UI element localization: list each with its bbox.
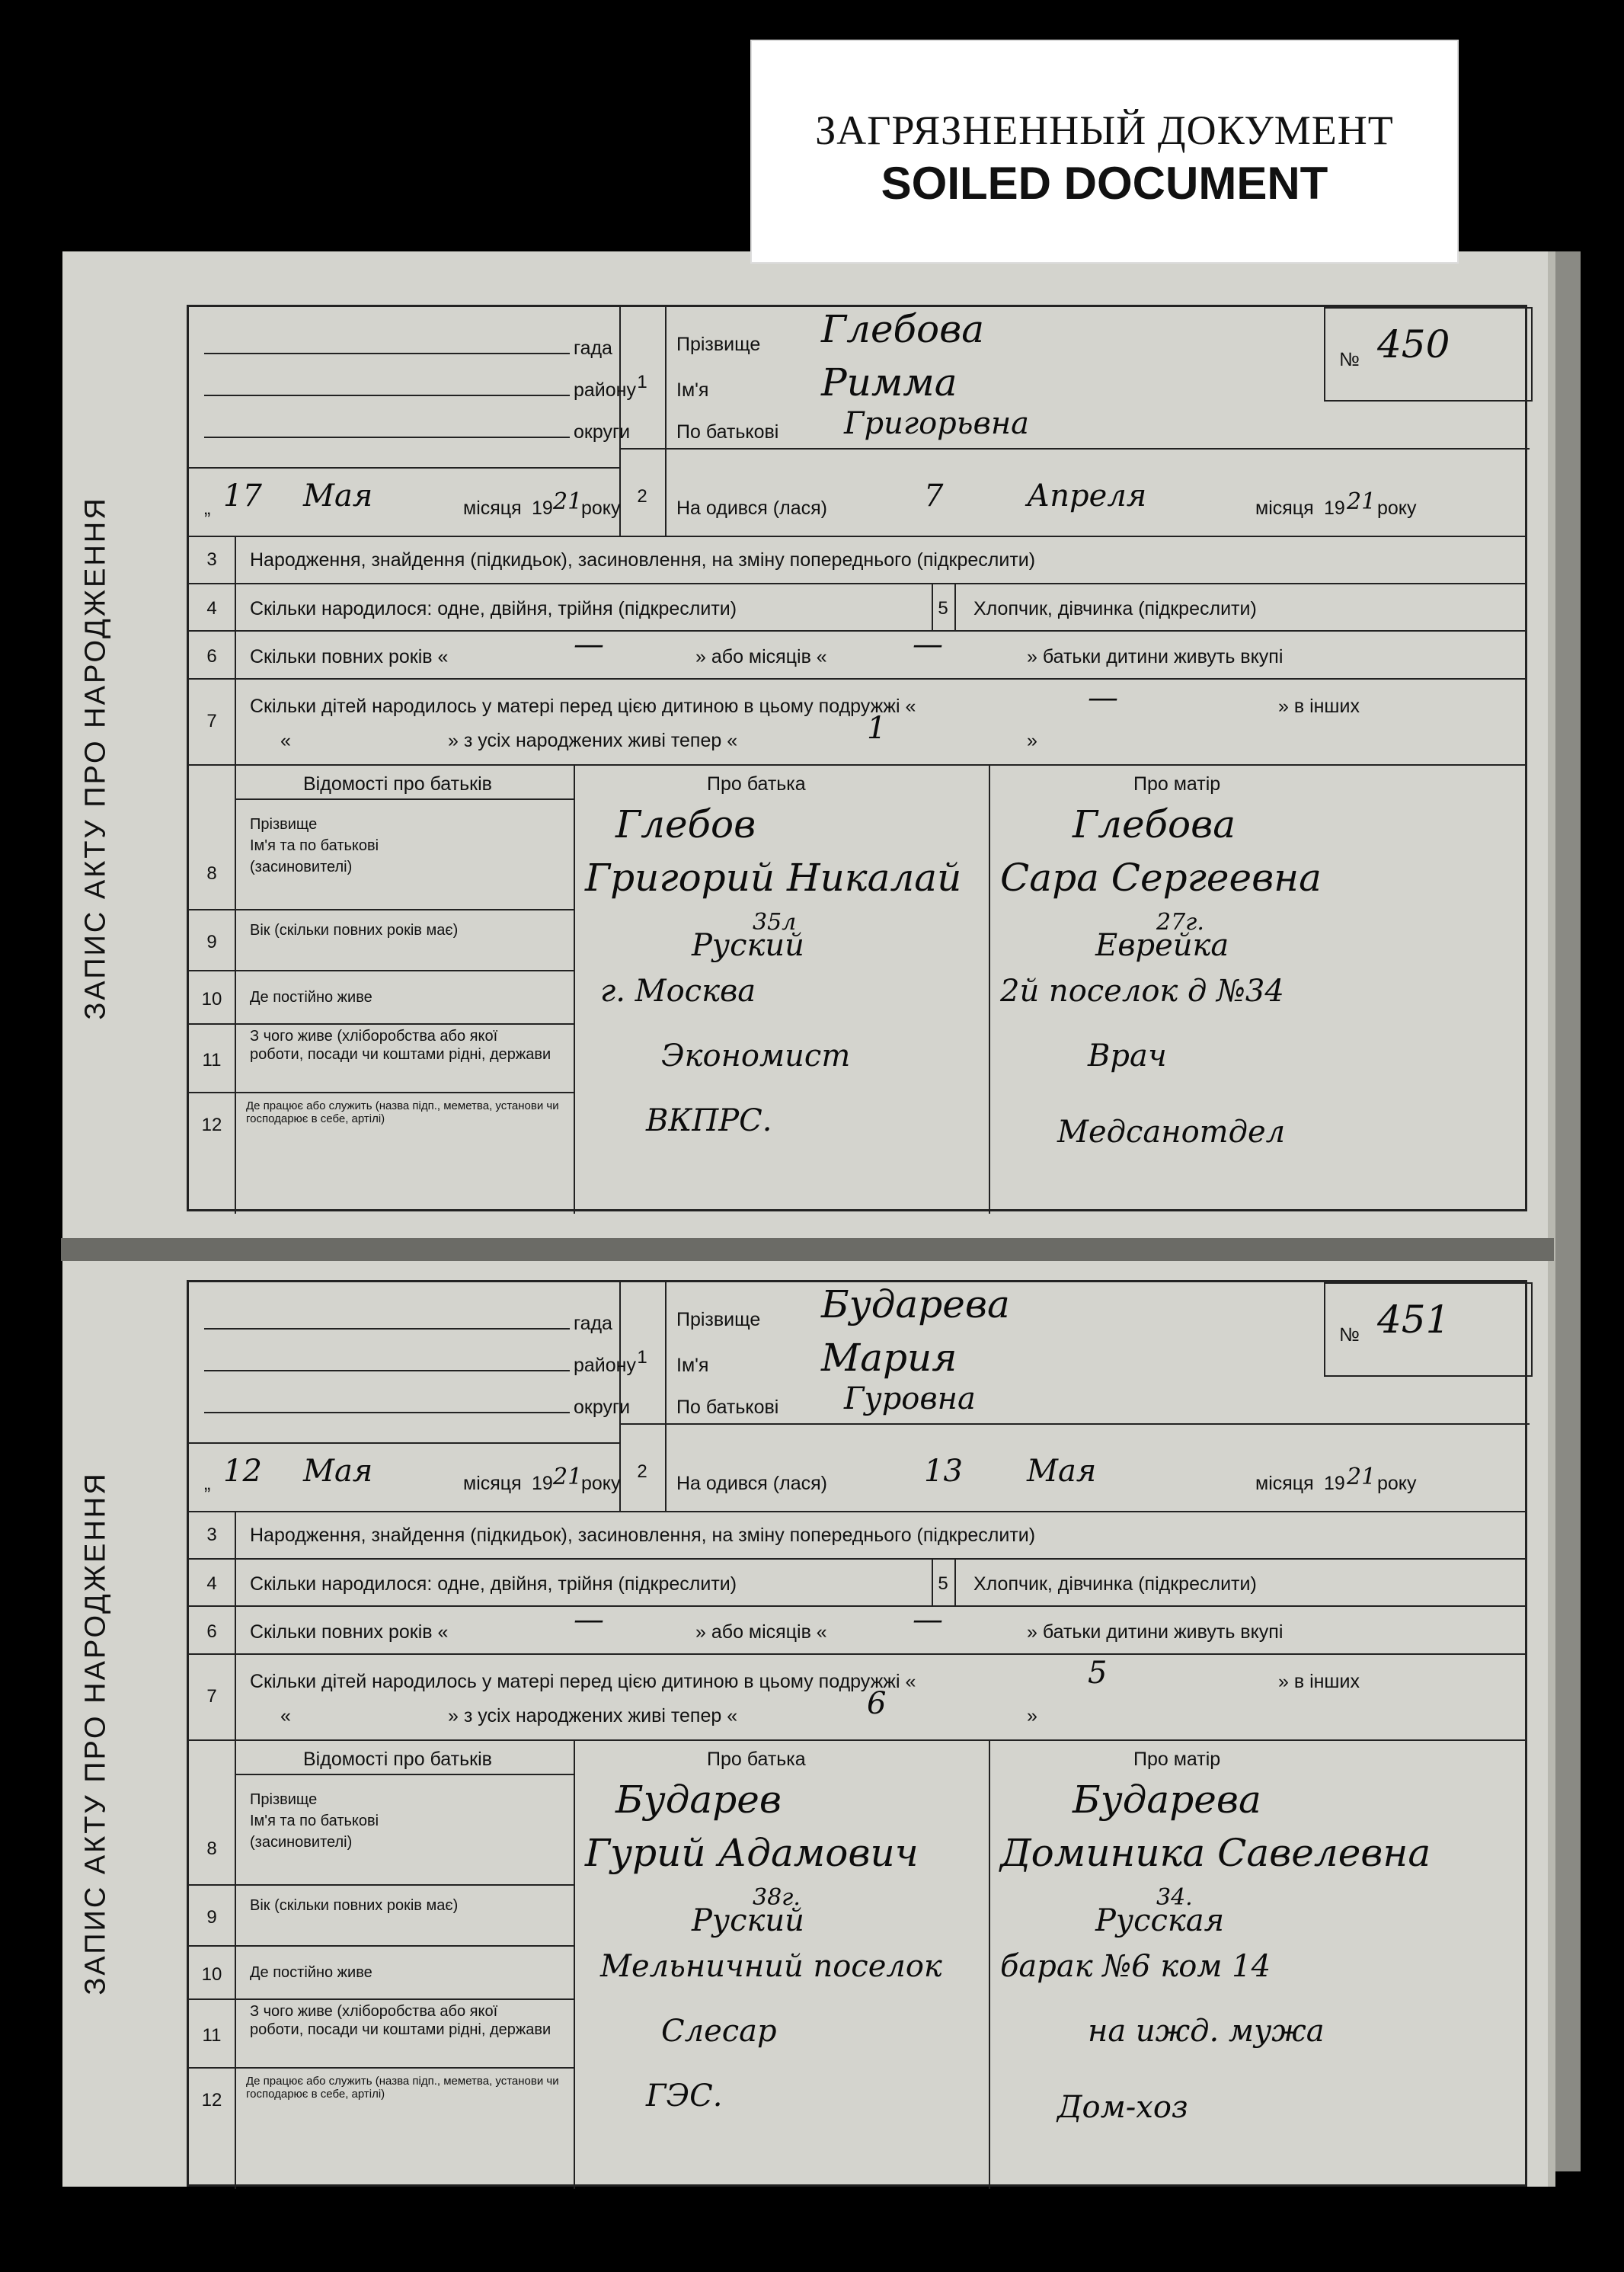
mother-workplace: Медсанотдел	[1057, 1115, 1286, 1150]
reg-month: Мая	[303, 478, 373, 514]
child-name: Мария	[821, 1336, 957, 1380]
row3-text: Народження, знайдення (підкидьок), засиновлення, на зміну попереднього (підкреслити)	[250, 1525, 1036, 1546]
mother-header: Про матір	[1133, 773, 1221, 795]
record-number: 450	[1377, 322, 1450, 366]
father-occupation: Слесар	[661, 2014, 777, 2049]
surname-label: Прізвище	[676, 1309, 761, 1330]
father-workplace: ВКПРС.	[646, 1103, 772, 1138]
gada-label: гада	[574, 1313, 612, 1334]
years-together: —	[574, 1602, 604, 1637]
reg-month-label: місяця	[463, 498, 522, 519]
row5-text: Хлопчик, дівчинка (підкреслити)	[973, 598, 1257, 619]
reg-year-label: року	[581, 498, 621, 519]
gada-label: гада	[574, 338, 612, 359]
mother-nationality: Еврейка	[1095, 928, 1229, 963]
mother-occupation: на ижд. мужа	[1088, 2014, 1325, 2049]
reg-day: 12	[223, 1454, 262, 1489]
label-russian: ЗАГРЯЗНЕННЫЙ ДОКУМЕНТ	[815, 107, 1394, 153]
birth-month: Мая	[1027, 1454, 1097, 1489]
birth-record-450: ЗАПИС АКТУ ПРО НАРОДЖЕННЯ 1 2 гада району округи Прізвище Ім'я По батькові Глебова Римма Григорьвна № 450 „ 17 Мая місяця 19 21 року На одився (лася) 7 Апреля місяця 19 21 року 3 Народження, знайдення (підкидьок), засиновлення, на зміну попереднього (підкреслити) 4 Скільки народилося: одне, двійня, трійня (підкреслити) 5 Хлопчик, дівчинка (підкреслити) 6 Скільки повних років « — » або місяців « — » батьки дитини живуть вкупі 7 Скільки дітей народилось у матері перед цією дитиною в цьому подружжі « — » в інших « » з усіх народжених живі тепер « 1 » Відомості про батьків Про батька Про матір 8 Прізвище Ім'я та по батькові (засиновителі) 9 Вік (скільки повних років має) 10 Де постійно живе 11 З чого живе (хліборобства або якої роботи, посади чи коштами рідні, держави 12 Де працює або служить (назва підп., меметва, установи чи господарює в себе, артілі) Глебов Григорий Никалай 35л Руский г. Москва Экономист ВКПРС. Глебова Сара Сергеевна 27г. Еврейка 2й поселок д №34 Врач Медсанотдел	[187, 305, 1527, 1211]
row-num-1: 1	[637, 1347, 647, 1368]
surname-label: Прізвище	[676, 334, 761, 355]
number-sign: №	[1339, 349, 1360, 370]
reg-year: 21	[553, 488, 583, 515]
row4-text: Скільки народилося: одне, двійня, трійня (підкреслити)	[250, 598, 737, 619]
father-nationality: Руский	[692, 1903, 804, 1938]
reg-day: 17	[223, 478, 262, 514]
birth-year: 21	[1347, 1464, 1376, 1490]
born-label: На одився (лася)	[676, 498, 827, 519]
mother-age: 27г.	[1156, 909, 1204, 936]
mother-residence: 2й поселок д №34	[1000, 974, 1284, 1009]
birth-month: Апреля	[1027, 478, 1147, 514]
child-name: Римма	[821, 360, 957, 405]
father-header: Про батька	[707, 773, 806, 795]
row-num-1: 1	[637, 372, 647, 392]
sidebar-title: ЗАПИС АКТУ ПРО НАРОДЖЕННЯ	[79, 496, 111, 1020]
father-surname: Бударев	[615, 1778, 782, 1822]
mother-nationality: Русская	[1095, 1903, 1225, 1938]
mother-surname: Глебова	[1073, 802, 1236, 846]
born-label: На одився (лася)	[676, 1473, 827, 1494]
children-before: 5	[1088, 1656, 1108, 1691]
parents-header: Відомості про батьків	[303, 1749, 492, 1770]
reg-month: Мая	[303, 1454, 373, 1489]
mother-occupation: Врач	[1088, 1038, 1167, 1074]
mother-workplace: Дом-хоз	[1057, 2090, 1188, 2125]
mother-name: Сара Сергеевна	[1000, 856, 1322, 900]
child-patronymic: Гуровна	[844, 1381, 976, 1416]
father-age: 35л	[753, 909, 797, 936]
number-sign: №	[1339, 1324, 1360, 1346]
child-patronymic: Григорьвна	[844, 406, 1030, 441]
father-occupation: Экономист	[661, 1038, 851, 1074]
rayonu-label: району	[574, 1355, 636, 1376]
okrugi-label: округи	[574, 1397, 631, 1418]
record-sidebar	[2, 1282, 189, 2184]
soiled-document-label	[750, 40, 1459, 264]
father-nationality: Руский	[692, 928, 804, 963]
row5-text: Хлопчик, дівчинка (підкреслити)	[973, 1573, 1257, 1595]
reg-month-label: місяця	[463, 1473, 522, 1494]
birth-day: 7	[924, 478, 944, 514]
record-number: 451	[1377, 1298, 1450, 1342]
father-residence: Мельничний поселок	[600, 1949, 942, 1984]
mother-age: 34.	[1156, 1884, 1193, 1911]
child-surname: Глебова	[821, 307, 985, 351]
okrugi-label: округи	[574, 421, 631, 443]
row4-text: Скільки народилося: одне, двійня, трійня (підкреслити)	[250, 1573, 737, 1595]
patronymic-label: По батькові	[676, 421, 779, 443]
child-surname: Бударева	[821, 1282, 1010, 1326]
father-name: Гурий Адамович	[585, 1831, 919, 1875]
mother-name: Доминика Савелевна	[1000, 1831, 1431, 1875]
months-together: —	[913, 1602, 943, 1637]
name-label: Ім'я	[676, 1355, 709, 1376]
rayonu-label: району	[574, 379, 636, 401]
father-age: 38г.	[753, 1884, 801, 1911]
children-alive: 6	[867, 1686, 887, 1721]
father-header: Про батька	[707, 1749, 806, 1770]
parents-header: Відомості про батьків	[303, 773, 492, 795]
patronymic-label: По батькові	[676, 1397, 779, 1418]
birth-day: 13	[924, 1454, 963, 1489]
row-num-2: 2	[637, 1461, 647, 1482]
sidebar-title: ЗАПИС АКТУ ПРО НАРОДЖЕННЯ	[79, 1471, 111, 1995]
father-residence: г. Москва	[600, 974, 756, 1009]
label-english: SOILED DOCUMENT	[881, 158, 1328, 209]
row-num-2: 2	[637, 486, 647, 507]
reg-year-label: року	[581, 1473, 621, 1494]
birth-year: 21	[1347, 488, 1376, 515]
mother-surname: Бударева	[1073, 1778, 1261, 1822]
mother-residence: барак №6 ком 14	[1000, 1949, 1271, 1984]
father-name: Григорий Никалай	[585, 856, 962, 900]
father-surname: Глебов	[615, 802, 756, 846]
children-before: —	[1088, 680, 1118, 715]
years-together: —	[574, 627, 604, 662]
row3-text: Народження, знайдення (підкидьок), засиновлення, на зміну попереднього (підкреслити)	[250, 549, 1036, 571]
father-workplace: ГЭС.	[646, 2078, 723, 2114]
birth-record-451: ЗАПИС АКТУ ПРО НАРОДЖЕННЯ 1 2 гада району округи Прізвище Ім'я По батькові Бударева Мария Гуровна № 451 „ 12 Мая місяця 19 21 року На одився (лася) 13 Мая місяця 19 21 року 3 Народження, знайдення (підкидьок), засиновлення, на зміну попереднього (підкреслити) 4 Скільки народилося: одне, двійня, трійня (підкреслити) 5 Хлопчик, дівчинка (підкреслити) 6 Скільки повних років « — » або місяців « — » батьки дитини живуть вкупі 7 Скільки дітей народилось у матері перед цією дитиною в цьому подружжі « 5 » в інших « » з усіх народжених живі тепер « 6 » Відомості про батьків Про батька Про матір 8 Прізвище Ім'я та по батькові (засиновителі) 9 Вік (скільки повних років має) 10 Де постійно живе 11 З чого живе (хліборобства або якої роботи, посади чи коштами рідні, держави 12 Де працює або служить (назва підп., меметва, установи чи господарює в себе, артілі) Бударев Гурий Адамович 38г. Руский Мельничний поселок Слесар ГЭС. Бударева Доминика Савелевна 34. Русская барак №6 ком 14 на ижд. мужа Дом-хоз	[187, 1280, 1527, 2187]
reg-year: 21	[553, 1464, 583, 1490]
name-label: Ім'я	[676, 379, 709, 401]
children-alive: 1	[867, 711, 887, 746]
mother-header: Про матір	[1133, 1749, 1221, 1770]
page-crease	[61, 1238, 1554, 1261]
record-sidebar	[2, 307, 189, 1209]
months-together: —	[913, 627, 943, 662]
